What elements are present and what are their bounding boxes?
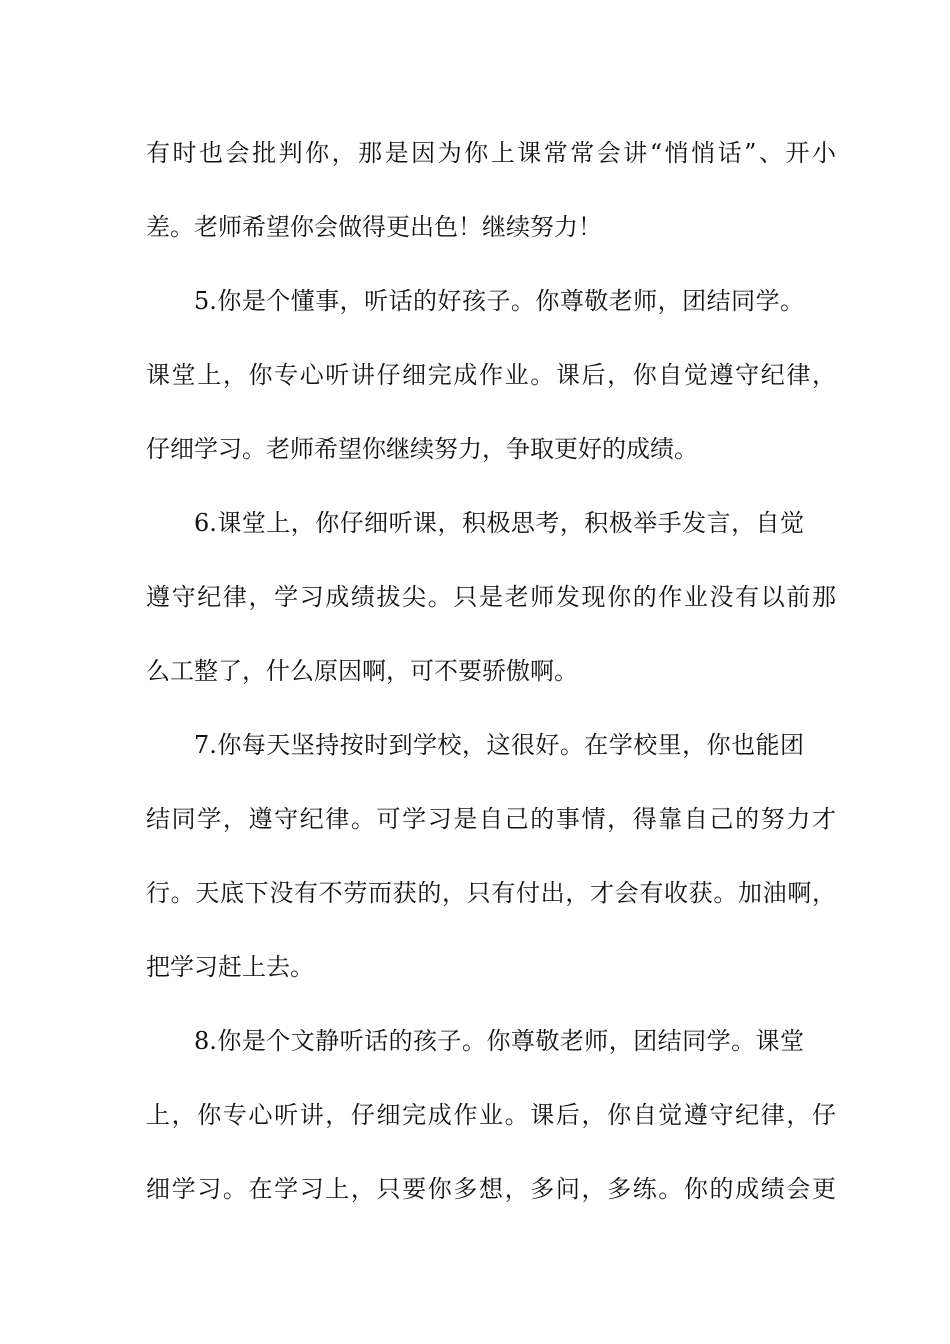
text-line: 么工整了，什么原因啊，可不要骄傲啊。 xyxy=(146,657,578,685)
text-line: 遵守纪律，学习成绩拔尖。只是老师发现你的作业没有以前那 xyxy=(146,583,836,611)
text-line: 把学习赶上去。 xyxy=(146,953,314,981)
paragraph-6-first-line: 6.课堂上，你仔细听课，积极思考，积极举手发言，自觉 xyxy=(194,509,804,537)
text-line: 有时也会批判你，那是因为你上课常常会讲“悄悄话”、开小 xyxy=(146,139,836,167)
text-line: 细学习。在学习上，只要你多想，多问，多练。你的成绩会更 xyxy=(146,1175,836,1203)
paragraph-5-first-line: 5.你是个懂事，听话的好孩子。你尊敬老师，团结同学。 xyxy=(194,287,804,315)
text-line: 结同学，遵守纪律。可学习是自己的事情，得靠自己的努力才 xyxy=(146,805,836,833)
text-line: 课堂上，你专心听讲仔细完成作业。课后，你自觉遵守纪律， xyxy=(146,361,836,389)
text-line: 行。天底下没有不劳而获的，只有付出，才会有收获。加油啊， xyxy=(146,879,836,907)
text-line: 差。老师希望你会做得更出色！继续努力！ xyxy=(146,213,602,241)
text-line: 上，你专心听讲，仔细完成作业。课后，你自觉遵守纪律，仔 xyxy=(146,1101,836,1129)
paragraph-7-first-line: 7.你每天坚持按时到学校，这很好。在学校里，你也能团 xyxy=(194,731,804,759)
text-line: 仔细学习。老师希望你继续努力，争取更好的成绩。 xyxy=(146,435,698,463)
paragraph-8-first-line: 8.你是个文静听话的孩子。你尊敬老师，团结同学。课堂 xyxy=(194,1027,804,1055)
